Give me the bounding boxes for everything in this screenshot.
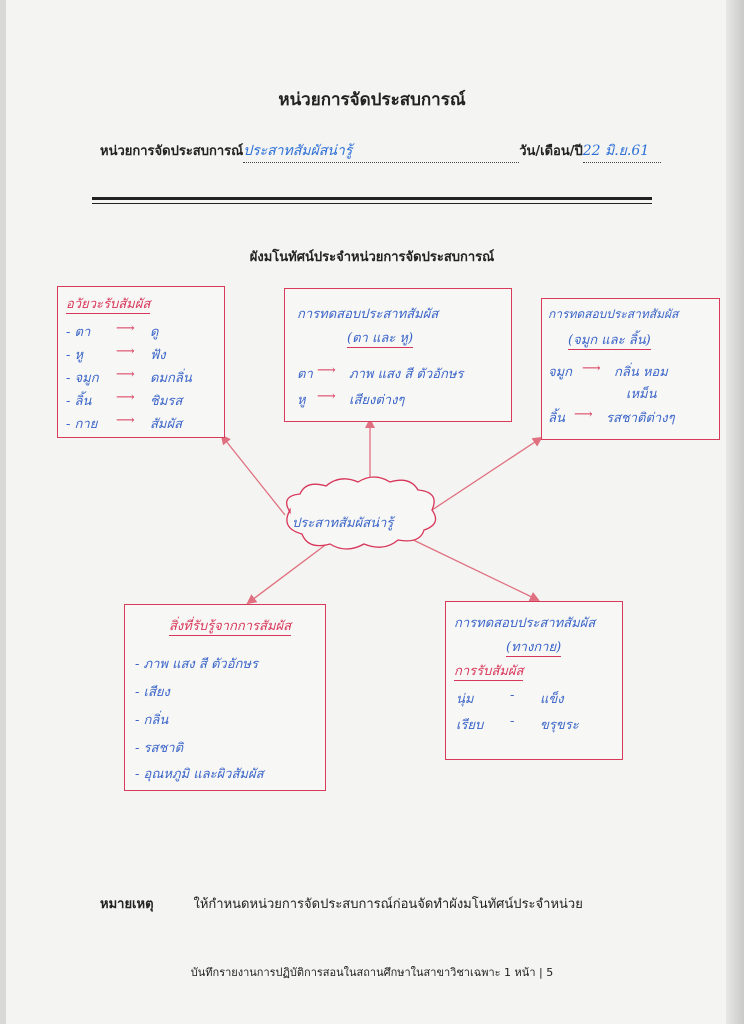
box5-row2-left: เรียบ [456,718,484,733]
footer-text: บันทึกรายงานการปฏิบัติการสอนในสถานศึกษาในสาขาวิชาเฉพาะ 1 [190,966,512,979]
box5-title: การทดสอบประสาทสัมผัส [454,616,596,631]
center-node: ประสาทสัมผัสน่ารู้ [292,516,394,531]
date-value: 22 มิ.ย.61 [582,143,650,159]
box-sense-organs [57,286,225,438]
note-line [100,893,583,914]
box2-row2-right: เสียงต่างๆ [349,393,405,408]
box3-row3-right: รสชาติต่างๆ [606,411,675,426]
arrow-to-box3 [432,438,541,510]
arrow-to-box1 [222,436,285,515]
box1-row5-arrow: ⟶ [116,413,135,428]
box2-row1-arrow: ⟶ [317,363,336,378]
box4-title: สิ่งที่รับรู้จากการสัมผัส [169,619,292,634]
box-eye-ear-test [284,288,512,422]
box5-row2-right: ขรุขระ [540,718,579,733]
box1-row5-left: - กาย [66,417,98,432]
box1-row4-left: - ลิ้น [66,394,92,409]
box5-label: การรับสัมผัส [454,664,524,679]
box5-subtitle: (ทางกาย) [506,640,562,655]
footer-page-number: 5 [546,966,554,979]
note-text: ให้กำหนดหน่วยการจัดประสบการณ์ก่อนจัดทำผังมโนทัศน์ประจำหน่วย [193,897,583,912]
box2-row1-left: ตา [297,367,313,382]
mindmap-title: ผังมโนทัศน์ประจำหน่วยการจัดประสบการณ์ [249,250,495,265]
box3-row1-left: จมูก [548,365,573,380]
unit-label: หน่วยการจัดประสบการณ์ [100,144,244,159]
box4-item4: - รสชาติ [135,741,184,756]
box1-row4-right: ชิมรส [150,394,183,409]
box3-title: การทดสอบประสาทสัมผัส [548,307,679,321]
box1-row3-left: - จมูก [66,371,99,386]
note-label: หมายเหตุ [100,897,154,912]
box1-title: อวัยวะรับสัมผัส [66,297,151,312]
box2-row1-right: ภาพ แสง สี ตัวอักษร [349,367,464,382]
box-nose-tongue-test [541,298,720,440]
box1-row1-arrow: ⟶ [116,321,135,336]
arrow-to-box5 [405,536,538,600]
box5-row1-left: นุ่ม [456,692,474,707]
box4-item2: - เสียง [135,685,170,700]
box3-row1-right: กลิ่น หอม [614,365,668,380]
box1-row2-arrow: ⟶ [116,344,135,359]
box4-item1: - ภาพ แสง สี ตัวอักษร [135,657,258,672]
box1-row2-right: ฟัง [150,348,166,363]
box1-row2-left: - หู [66,348,84,363]
box1-row1-left: - ตา [66,325,91,340]
page-footer [0,963,744,981]
box5-row1-right: แข็ง [540,692,564,707]
footer-page-label: หน้า | [514,966,543,979]
box3-row1-arrow: ⟶ [582,361,601,376]
box4-item3: - กลิ่น [135,713,169,728]
box3-row2-right: เหม็น [626,387,657,402]
box1-row3-right: ดมกลิ่น [150,371,192,386]
page-title: หน่วยการจัดประสบการณ์ [278,90,466,110]
box2-row2-left: หู [297,393,306,408]
box5-row1-sep: - [510,688,515,703]
box1-row4-arrow: ⟶ [116,390,135,405]
box2-subtitle: (ตา และ หู) [347,331,414,346]
box-body-test [445,601,623,760]
box1-row1-right: ดู [150,325,159,340]
box3-subtitle: (จมูก และ ลิ้น) [568,333,651,348]
box5-row2-sep: - [510,714,515,729]
box2-title: การทดสอบประสาทสัมผัส [297,307,439,322]
box4-item5: - อุณหภูมิ และผิวสัมผัส [135,767,264,782]
box1-row3-arrow: ⟶ [116,367,135,382]
box3-row3-arrow: ⟶ [574,407,593,422]
box-perceived-things [124,604,326,791]
date-label: วัน/เดือน/ปี [519,144,583,159]
box3-row3-left: ลิ้น [548,411,565,426]
unit-value: ประสาทสัมผัสน่ารู้ [243,143,353,159]
box1-row5-right: สัมผัส [150,417,183,432]
box2-row2-arrow: ⟶ [317,389,336,404]
